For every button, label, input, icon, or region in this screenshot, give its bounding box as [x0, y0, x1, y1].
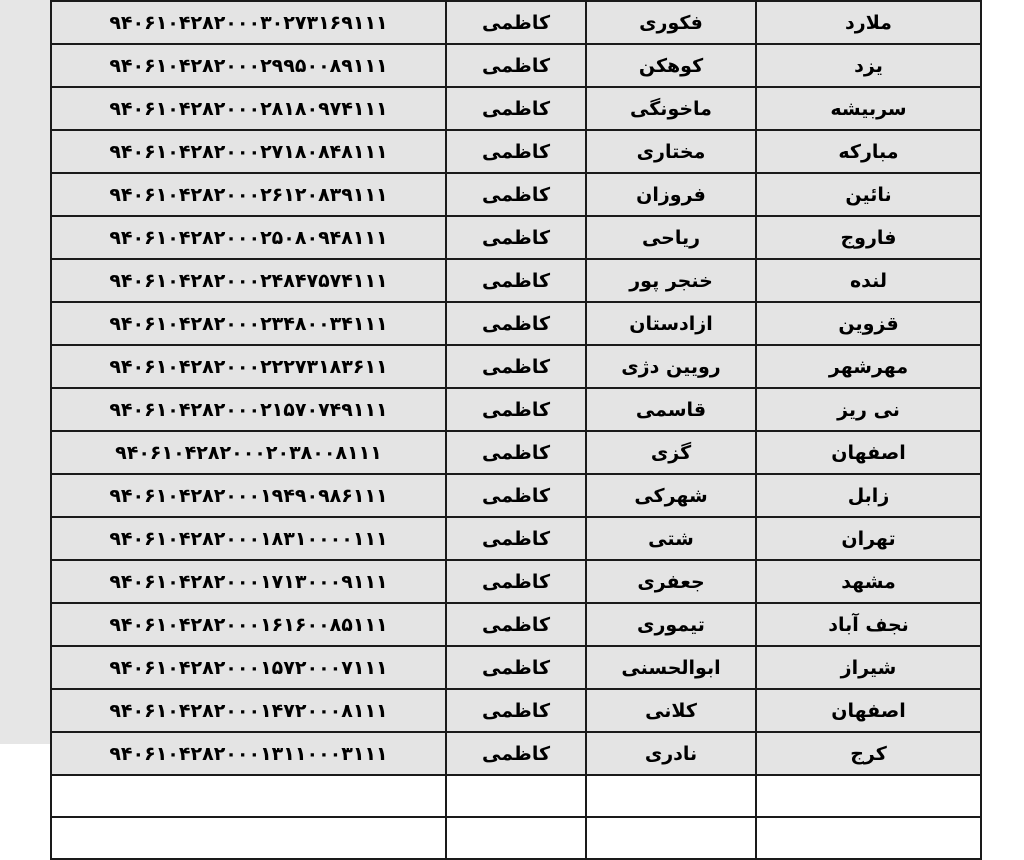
- cell-city: لنده: [756, 259, 981, 302]
- cell-name: کاظمی: [446, 345, 586, 388]
- cell-tracking-code: ۹۴۰۶۱۰۴۲۸۲۰۰۰۱۹۴۹۰۹۸۶۱۱۱: [51, 474, 446, 517]
- table-row: [51, 732, 981, 775]
- table-row-empty: [51, 817, 981, 859]
- table-row: [51, 603, 981, 646]
- cell-surname: فروزان: [586, 173, 756, 216]
- cell-empty-name: [446, 817, 586, 859]
- cell-name: کاظمی: [446, 259, 586, 302]
- cell-tracking-code: ۹۴۰۶۱۰۴۲۸۲۰۰۰۳۰۲۷۳۱۶۹۱۱۱: [51, 1, 446, 44]
- cell-tracking-code: ۹۴۰۶۱۰۴۲۸۲۰۰۰۱۳۱۱۰۰۰۳۱۱۱: [51, 732, 446, 775]
- cell-surname: ماخونگی: [586, 87, 756, 130]
- table-row: [51, 259, 981, 302]
- cell-empty-city: [756, 817, 981, 859]
- cell-empty-tracking-code: [51, 817, 446, 859]
- cell-surname: کلانی: [586, 689, 756, 732]
- cell-tracking-code: ۹۴۰۶۱۰۴۲۸۲۰۰۰۲۴۸۴۷۵۷۴۱۱۱: [51, 259, 446, 302]
- cell-surname: تیموری: [586, 603, 756, 646]
- cell-city: تهران: [756, 517, 981, 560]
- cell-name: کاظمی: [446, 44, 586, 87]
- table-row: [51, 388, 981, 431]
- cell-city: اصفهان: [756, 689, 981, 732]
- cell-surname: رویین دژی: [586, 345, 756, 388]
- cell-city: مهرشهر: [756, 345, 981, 388]
- cell-name: کاظمی: [446, 216, 586, 259]
- cell-surname: مختاری: [586, 130, 756, 173]
- table-row: [51, 646, 981, 689]
- cell-tracking-code: ۹۴۰۶۱۰۴۲۸۲۰۰۰۱۷۱۳۰۰۰۹۱۱۱: [51, 560, 446, 603]
- table-row: [51, 302, 981, 345]
- cell-city: زابل: [756, 474, 981, 517]
- cell-name: کاظمی: [446, 646, 586, 689]
- cell-city: اصفهان: [756, 431, 981, 474]
- cell-tracking-code: ۹۴۰۶۱۰۴۲۸۲۰۰۰۲۳۴۸۰۰۳۴۱۱۱: [51, 302, 446, 345]
- table-row: [51, 216, 981, 259]
- cell-surname: قاسمی: [586, 388, 756, 431]
- cell-empty-surname: [586, 817, 756, 859]
- table-row: [51, 345, 981, 388]
- cell-surname: ازادستان: [586, 302, 756, 345]
- cell-tracking-code: ۹۴۰۶۱۰۴۲۸۲۰۰۰۲۱۵۷۰۷۴۹۱۱۱: [51, 388, 446, 431]
- cell-tracking-code: ۹۴۰۶۱۰۴۲۸۲۰۰۰۲۶۱۲۰۸۳۹۱۱۱: [51, 173, 446, 216]
- cell-surname: ریاحی: [586, 216, 756, 259]
- cell-tracking-code: ۹۴۰۶۱۰۴۲۸۲۰۰۰۲۵۰۸۰۹۴۸۱۱۱: [51, 216, 446, 259]
- cell-name: کاظمی: [446, 388, 586, 431]
- cell-city: نائین: [756, 173, 981, 216]
- cell-empty-name: [446, 775, 586, 817]
- table-row: [51, 431, 981, 474]
- cell-city: فاروج: [756, 216, 981, 259]
- cell-surname: ابوالحسنی: [586, 646, 756, 689]
- cell-name: کاظمی: [446, 689, 586, 732]
- cell-tracking-code: ۹۴۰۶۱۰۴۲۸۲۰۰۰۲۷۱۸۰۸۴۸۱۱۱: [51, 130, 446, 173]
- cell-city: مبارکه: [756, 130, 981, 173]
- cell-surname: شتی: [586, 517, 756, 560]
- cell-name: کاظمی: [446, 130, 586, 173]
- table-row: [51, 560, 981, 603]
- cell-name: کاظمی: [446, 517, 586, 560]
- cell-city: مشهد: [756, 560, 981, 603]
- cell-city: سربیشه: [756, 87, 981, 130]
- cell-surname: کوهکن: [586, 44, 756, 87]
- cell-surname: شهرکی: [586, 474, 756, 517]
- table-row: [51, 1, 981, 44]
- table-row: [51, 44, 981, 87]
- shipment-table: [50, 0, 982, 860]
- table-row: [51, 689, 981, 732]
- cell-name: کاظمی: [446, 732, 586, 775]
- left-gutter-strip: [0, 0, 56, 744]
- table-row-empty: [51, 775, 981, 817]
- cell-name: کاظمی: [446, 431, 586, 474]
- cell-surname: جعفری: [586, 560, 756, 603]
- cell-city: نجف آباد: [756, 603, 981, 646]
- cell-tracking-code: ۹۴۰۶۱۰۴۲۸۲۰۰۰۱۵۷۲۰۰۰۷۱۱۱: [51, 646, 446, 689]
- cell-name: کاظمی: [446, 1, 586, 44]
- cell-city: کرج: [756, 732, 981, 775]
- cell-tracking-code: ۹۴۰۶۱۰۴۲۸۲۰۰۰۱۴۷۲۰۰۰۸۱۱۱: [51, 689, 446, 732]
- cell-city: یزد: [756, 44, 981, 87]
- cell-name: کاظمی: [446, 603, 586, 646]
- cell-surname: نادری: [586, 732, 756, 775]
- table-row: [51, 130, 981, 173]
- cell-surname: خنجر پور: [586, 259, 756, 302]
- cell-surname: گزی: [586, 431, 756, 474]
- cell-name: کاظمی: [446, 560, 586, 603]
- cell-name: کاظمی: [446, 87, 586, 130]
- table-row: [51, 87, 981, 130]
- cell-surname: فکوری: [586, 1, 756, 44]
- cell-empty-tracking-code: [51, 775, 446, 817]
- cell-city: ملارد: [756, 1, 981, 44]
- cell-city: قزوین: [756, 302, 981, 345]
- cell-empty-city: [756, 775, 981, 817]
- cell-tracking-code: ۹۴۰۶۱۰۴۲۸۲۰۰۰۱۸۳۱۰۰۰۰۱۱۱: [51, 517, 446, 560]
- cell-tracking-code: ۹۴۰۶۱۰۴۲۸۲۰۰۰۲۲۲۷۳۱۸۳۶۱۱: [51, 345, 446, 388]
- cell-city: نی ریز: [756, 388, 981, 431]
- table-row: [51, 517, 981, 560]
- table-row: [51, 474, 981, 517]
- cell-name: کاظمی: [446, 302, 586, 345]
- cell-tracking-code: ۹۴۰۶۱۰۴۲۸۲۰۰۰۲۹۹۵۰۰۸۹۱۱۱: [51, 44, 446, 87]
- cell-name: کاظمی: [446, 173, 586, 216]
- cell-tracking-code: ۹۴۰۶۱۰۴۲۸۲۰۰۰۱۶۱۶۰۰۸۵۱۱۱: [51, 603, 446, 646]
- table-body: [51, 1, 981, 859]
- cell-empty-surname: [586, 775, 756, 817]
- table-row: [51, 173, 981, 216]
- cell-city: شیراز: [756, 646, 981, 689]
- cell-name: کاظمی: [446, 474, 586, 517]
- cell-tracking-code: ۹۴۰۶۱۰۴۲۸۲۰۰۰۲۰۳۸۰۰۸۱۱۱: [51, 431, 446, 474]
- cell-tracking-code: ۹۴۰۶۱۰۴۲۸۲۰۰۰۲۸۱۸۰۹۷۴۱۱۱: [51, 87, 446, 130]
